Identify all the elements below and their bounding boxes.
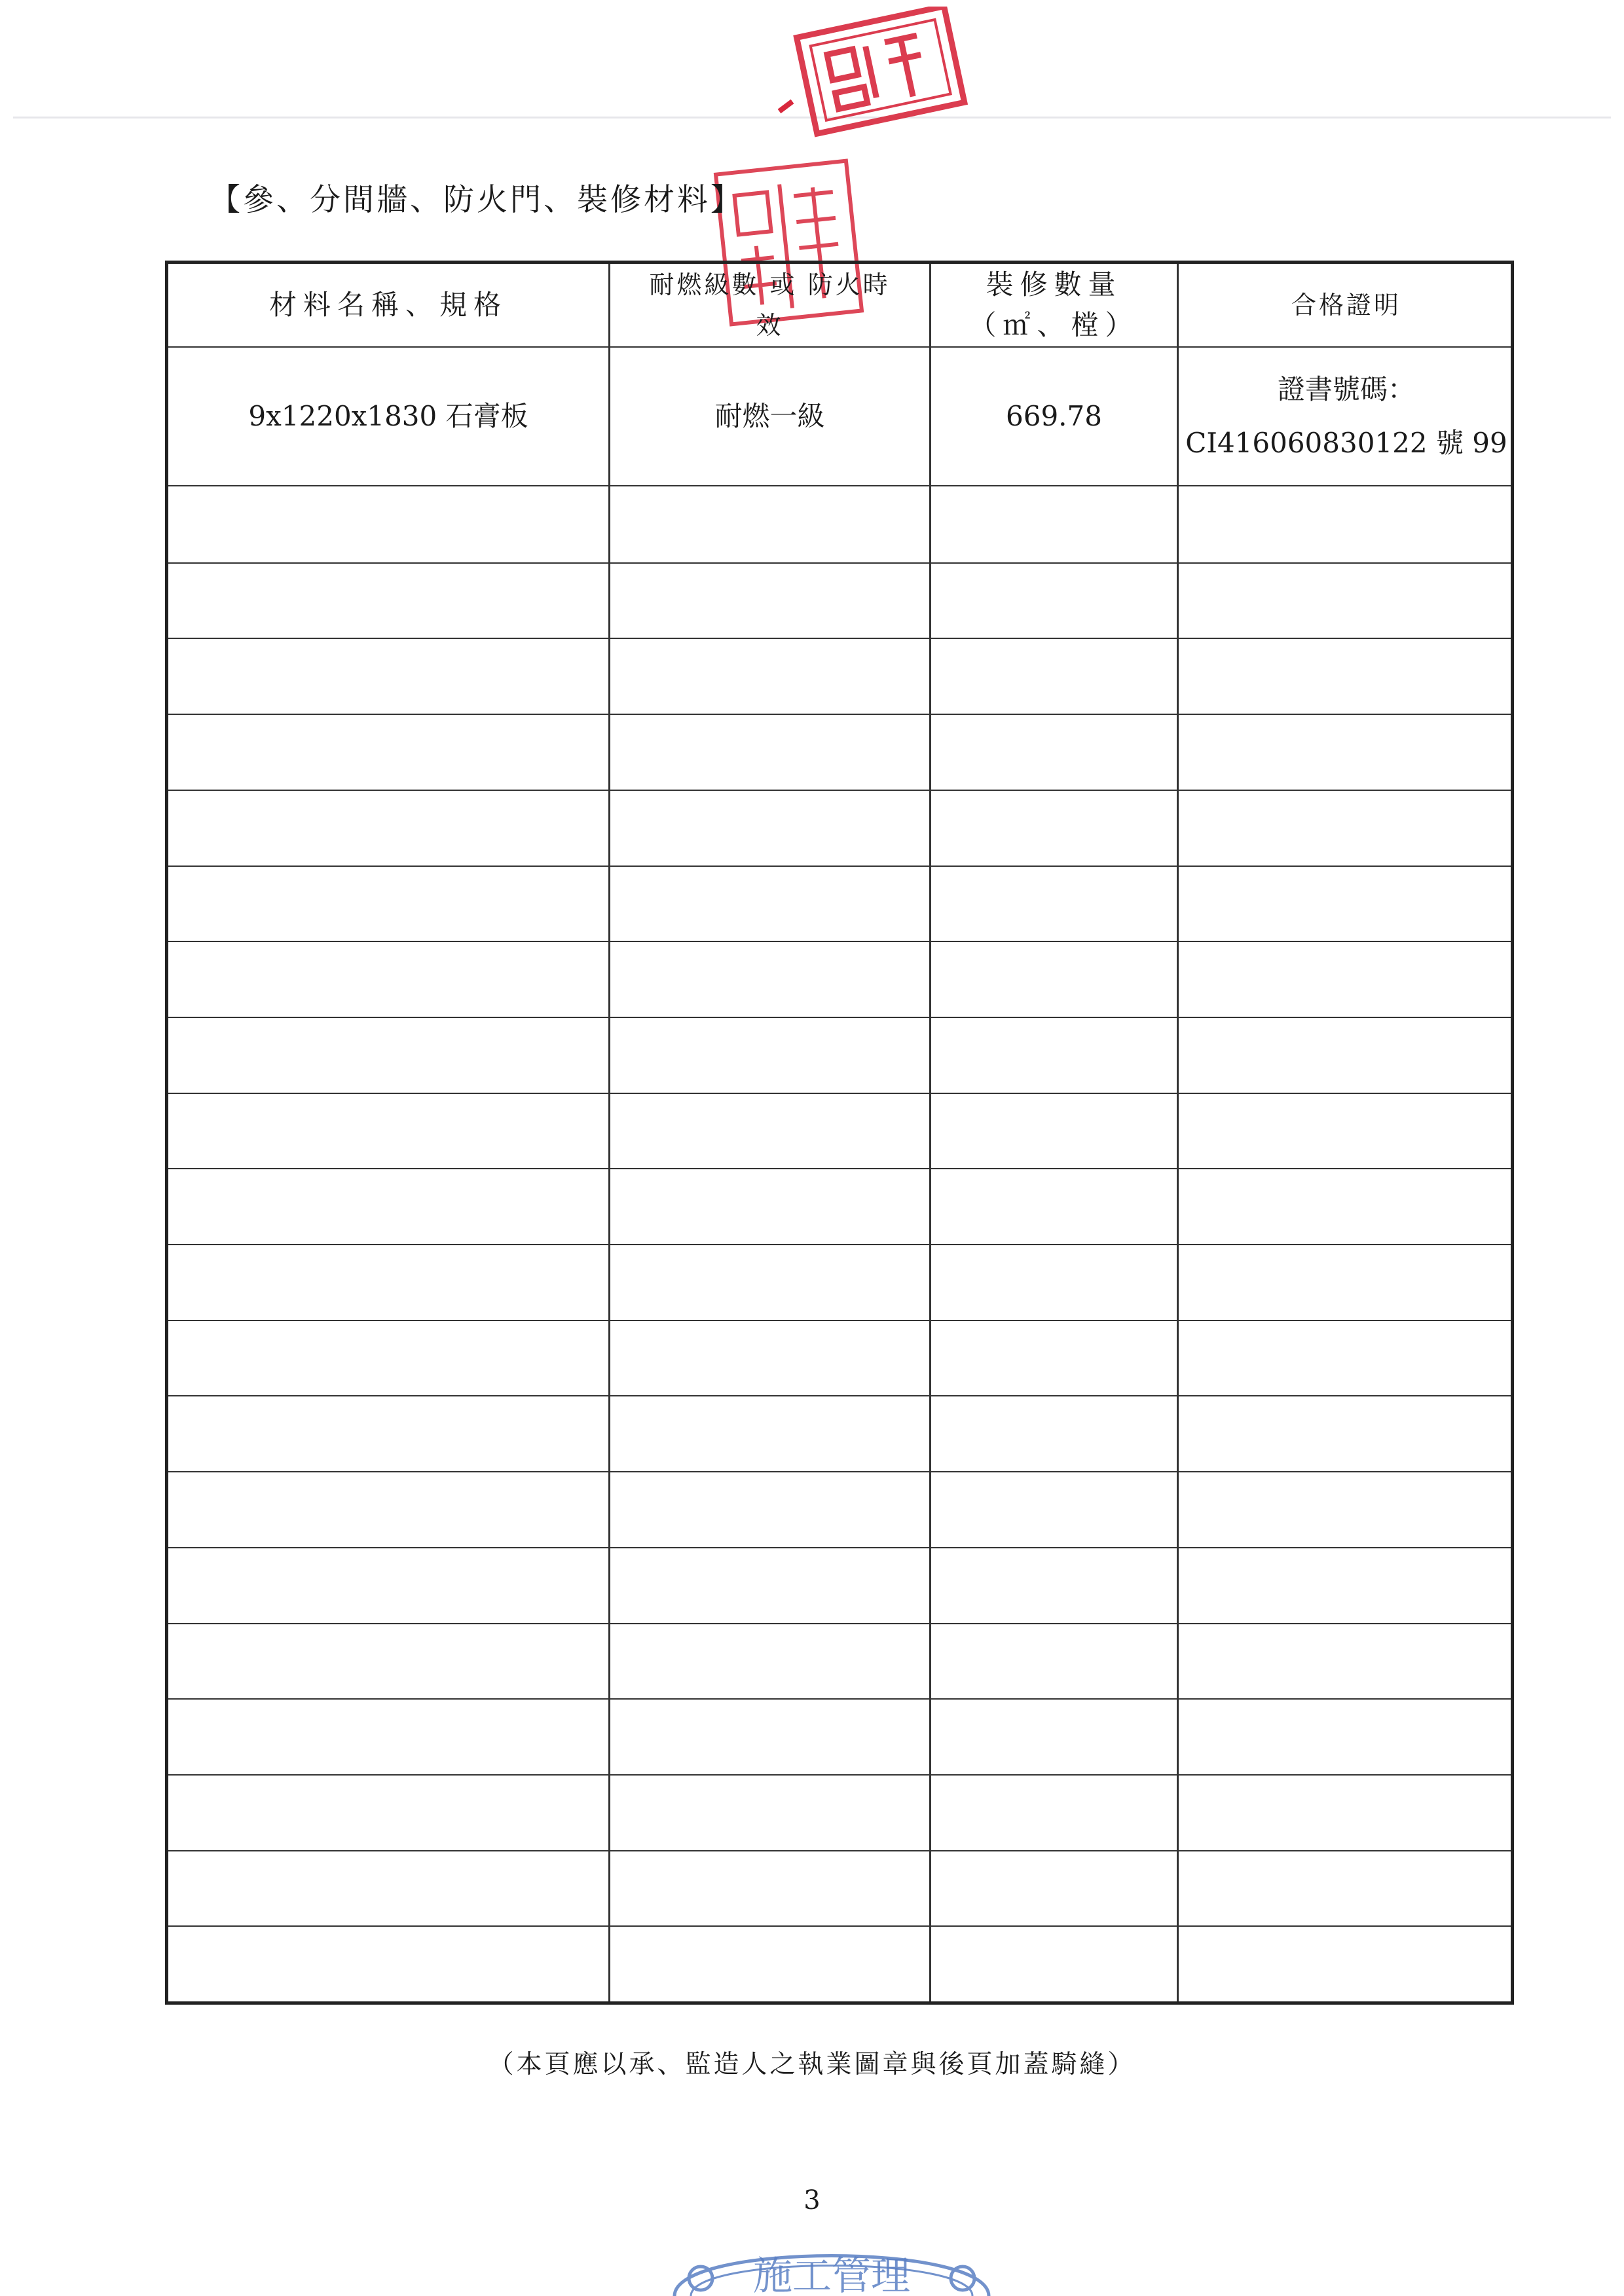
- empty-row-divider: [168, 941, 1511, 942]
- empty-row-divider: [168, 1623, 1511, 1624]
- row-1-certificate: 證書號碼： CI416060830122 號 99: [1185, 373, 1507, 459]
- empty-row-divider: [168, 1320, 1511, 1321]
- svg-text:施工管理: 施工管理: [753, 2253, 910, 2296]
- empty-row-divider: [168, 1093, 1511, 1094]
- header-certificate: 合格證明: [1291, 291, 1401, 319]
- empty-row-divider: [168, 714, 1511, 715]
- empty-row-divider: [168, 790, 1511, 791]
- empty-row-divider: [168, 562, 1511, 564]
- red-seal-stamp-top: [760, 7, 982, 137]
- row-1-material: 9x1220x1830 石膏板: [248, 400, 528, 432]
- empty-row-divider: [168, 1395, 1511, 1396]
- footnote: （本頁應以承、監造人之執業圖章與後頁加蓋騎縫）: [488, 2050, 1136, 2079]
- empty-row-divider: [168, 638, 1511, 639]
- row-1-quantity: 669.78: [1006, 400, 1102, 432]
- header-fire-rating: 耐燃級數 或 防火時 效: [649, 270, 891, 340]
- empty-row-divider: [168, 1471, 1511, 1472]
- empty-row-divider: [168, 866, 1511, 867]
- header-material: 材料名稱、規格: [268, 289, 507, 321]
- empty-row-divider: [168, 1850, 1511, 1851]
- empty-row-divider: [168, 1547, 1511, 1548]
- row-1-fire-rating: 耐燃一級: [714, 400, 825, 432]
- header-quantity: 裝修數量 （㎡、樘）: [969, 268, 1139, 341]
- empty-row-divider: [168, 1925, 1511, 1927]
- empty-row-divider: [168, 1168, 1511, 1169]
- empty-row-divider: [168, 1244, 1511, 1245]
- blue-seal-stamp-bottom: [661, 2229, 1002, 2296]
- section-title: 【參、分間牆、防火門、裝修材料】: [210, 182, 744, 218]
- page-number: 3: [803, 2185, 821, 2215]
- empty-row-divider: [168, 1017, 1511, 1018]
- materials-table: [165, 261, 1514, 2005]
- empty-row-divider: [168, 1774, 1511, 1776]
- empty-row-divider: [168, 1698, 1511, 1700]
